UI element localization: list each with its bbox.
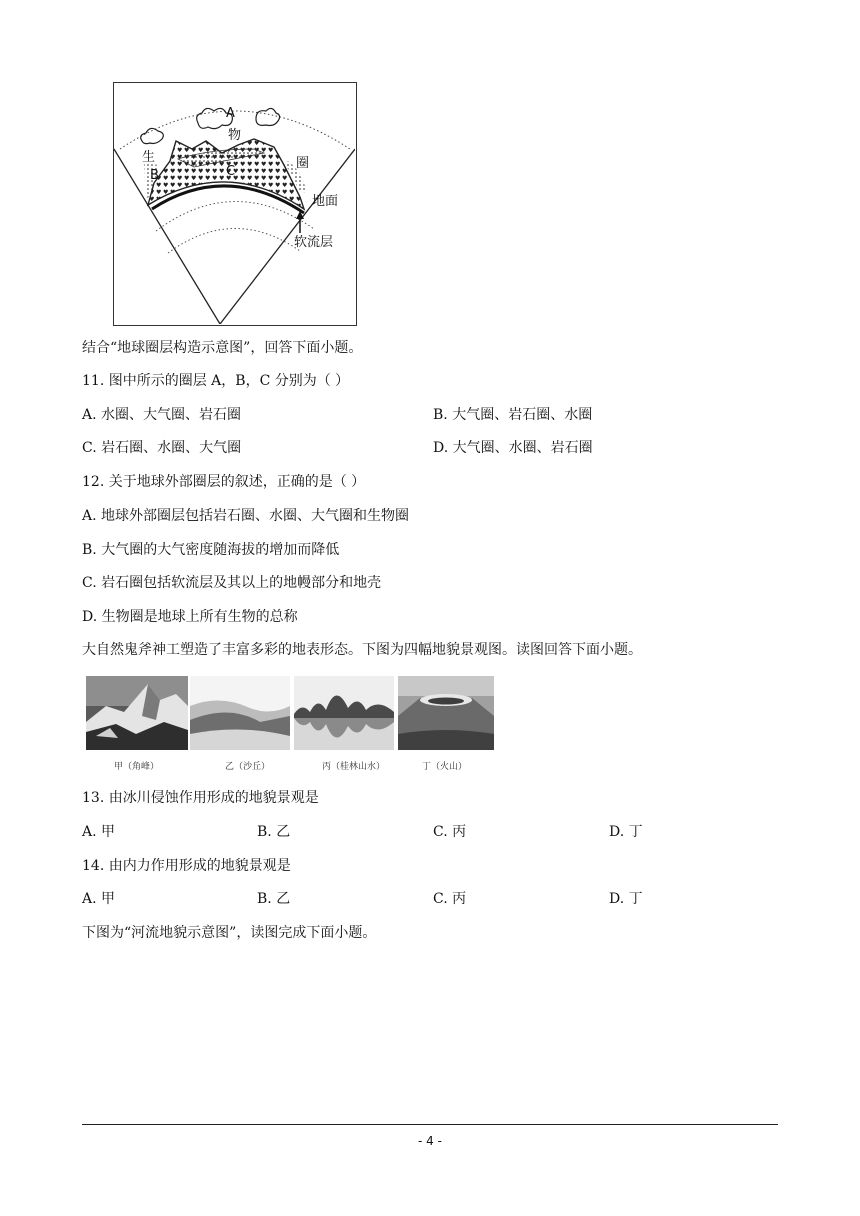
cloud-icon <box>256 108 280 125</box>
photo-bing-guilin <box>294 676 394 750</box>
q13-stem: 13. 由冰川侵蚀作用形成的地貌景观是 <box>82 790 319 806</box>
caption-yi: 乙（沙丘） <box>225 762 271 772</box>
q14-option-b: B. 乙 <box>257 891 291 907</box>
caption-bing: 丙（桂林山水） <box>322 762 386 772</box>
q11-option-b: B. 大气圈、岩石圈、水圈 <box>433 407 593 423</box>
intro-3: 下图为“河流地貌示意图”，读图完成下面小题。 <box>82 925 377 941</box>
q12-stem: 12. 关于地球外部圈层的叙述，正确的是（ ） <box>82 474 366 490</box>
label-B: B <box>150 168 159 183</box>
footer-divider <box>82 1124 778 1125</box>
q13-option-c: C. 丙 <box>433 824 467 840</box>
q11-stem: 11. 图中所示的圈层 A，B，C 分别为（ ） <box>82 373 350 389</box>
photo-yi-sand-dune <box>190 676 290 750</box>
label-sheng: 生 <box>142 150 156 165</box>
photo-ding-volcano <box>398 676 494 750</box>
label-wu: 物 <box>228 128 242 143</box>
caption-jia: 甲（角峰） <box>114 762 160 772</box>
label-quan: 圈 <box>296 156 310 171</box>
q14-option-d: D. 丁 <box>609 891 643 907</box>
q13-option-d: D. 丁 <box>609 824 643 840</box>
q13-option-b: B. 乙 <box>257 824 291 840</box>
q14-option-c: C. 丙 <box>433 891 467 907</box>
q12-option-d: D. 生物圈是地球上所有生物的总称 <box>82 609 298 625</box>
q14-stem: 14. 由内力作用形成的地貌景观是 <box>82 858 291 874</box>
label-A: A <box>226 106 235 121</box>
q11-option-a: A. 水圈、大气圈、岩石圈 <box>82 407 242 423</box>
q12-option-c: C. 岩石圈包括软流层及其以上的地幔部分和地壳 <box>82 575 382 591</box>
caption-ding: 丁（火山） <box>422 762 468 772</box>
q11-option-d: D. 大气圈、水圈、岩石圈 <box>433 440 593 456</box>
label-C: C <box>226 164 236 179</box>
label-dimian: 地面 <box>312 194 339 209</box>
q12-option-b: B. 大气圈的大气密度随海拔的增加而降低 <box>82 542 340 558</box>
label-ruanliu: 软流层 <box>294 235 334 250</box>
q11-option-c: C. 岩石圈、水圈、大气圈 <box>82 440 242 456</box>
page-number: - 4 - <box>418 1134 442 1148</box>
q12-option-a: A. 地球外部圈层包括岩石圈、水圈、大气圈和生物圈 <box>82 508 410 524</box>
intro-1: 结合“地球圈层构造示意图”，回答下面小题。 <box>82 340 363 356</box>
q13-option-a: A. 甲 <box>82 824 116 840</box>
earth-spheres-diagram <box>113 82 357 326</box>
intro-2: 大自然鬼斧神工塑造了丰富多彩的地表形态。下图为四幅地貌景观图。读图回答下面小题。 <box>82 642 642 658</box>
photo-jia-horn-peak <box>86 676 188 750</box>
q14-option-a: A. 甲 <box>82 891 116 907</box>
